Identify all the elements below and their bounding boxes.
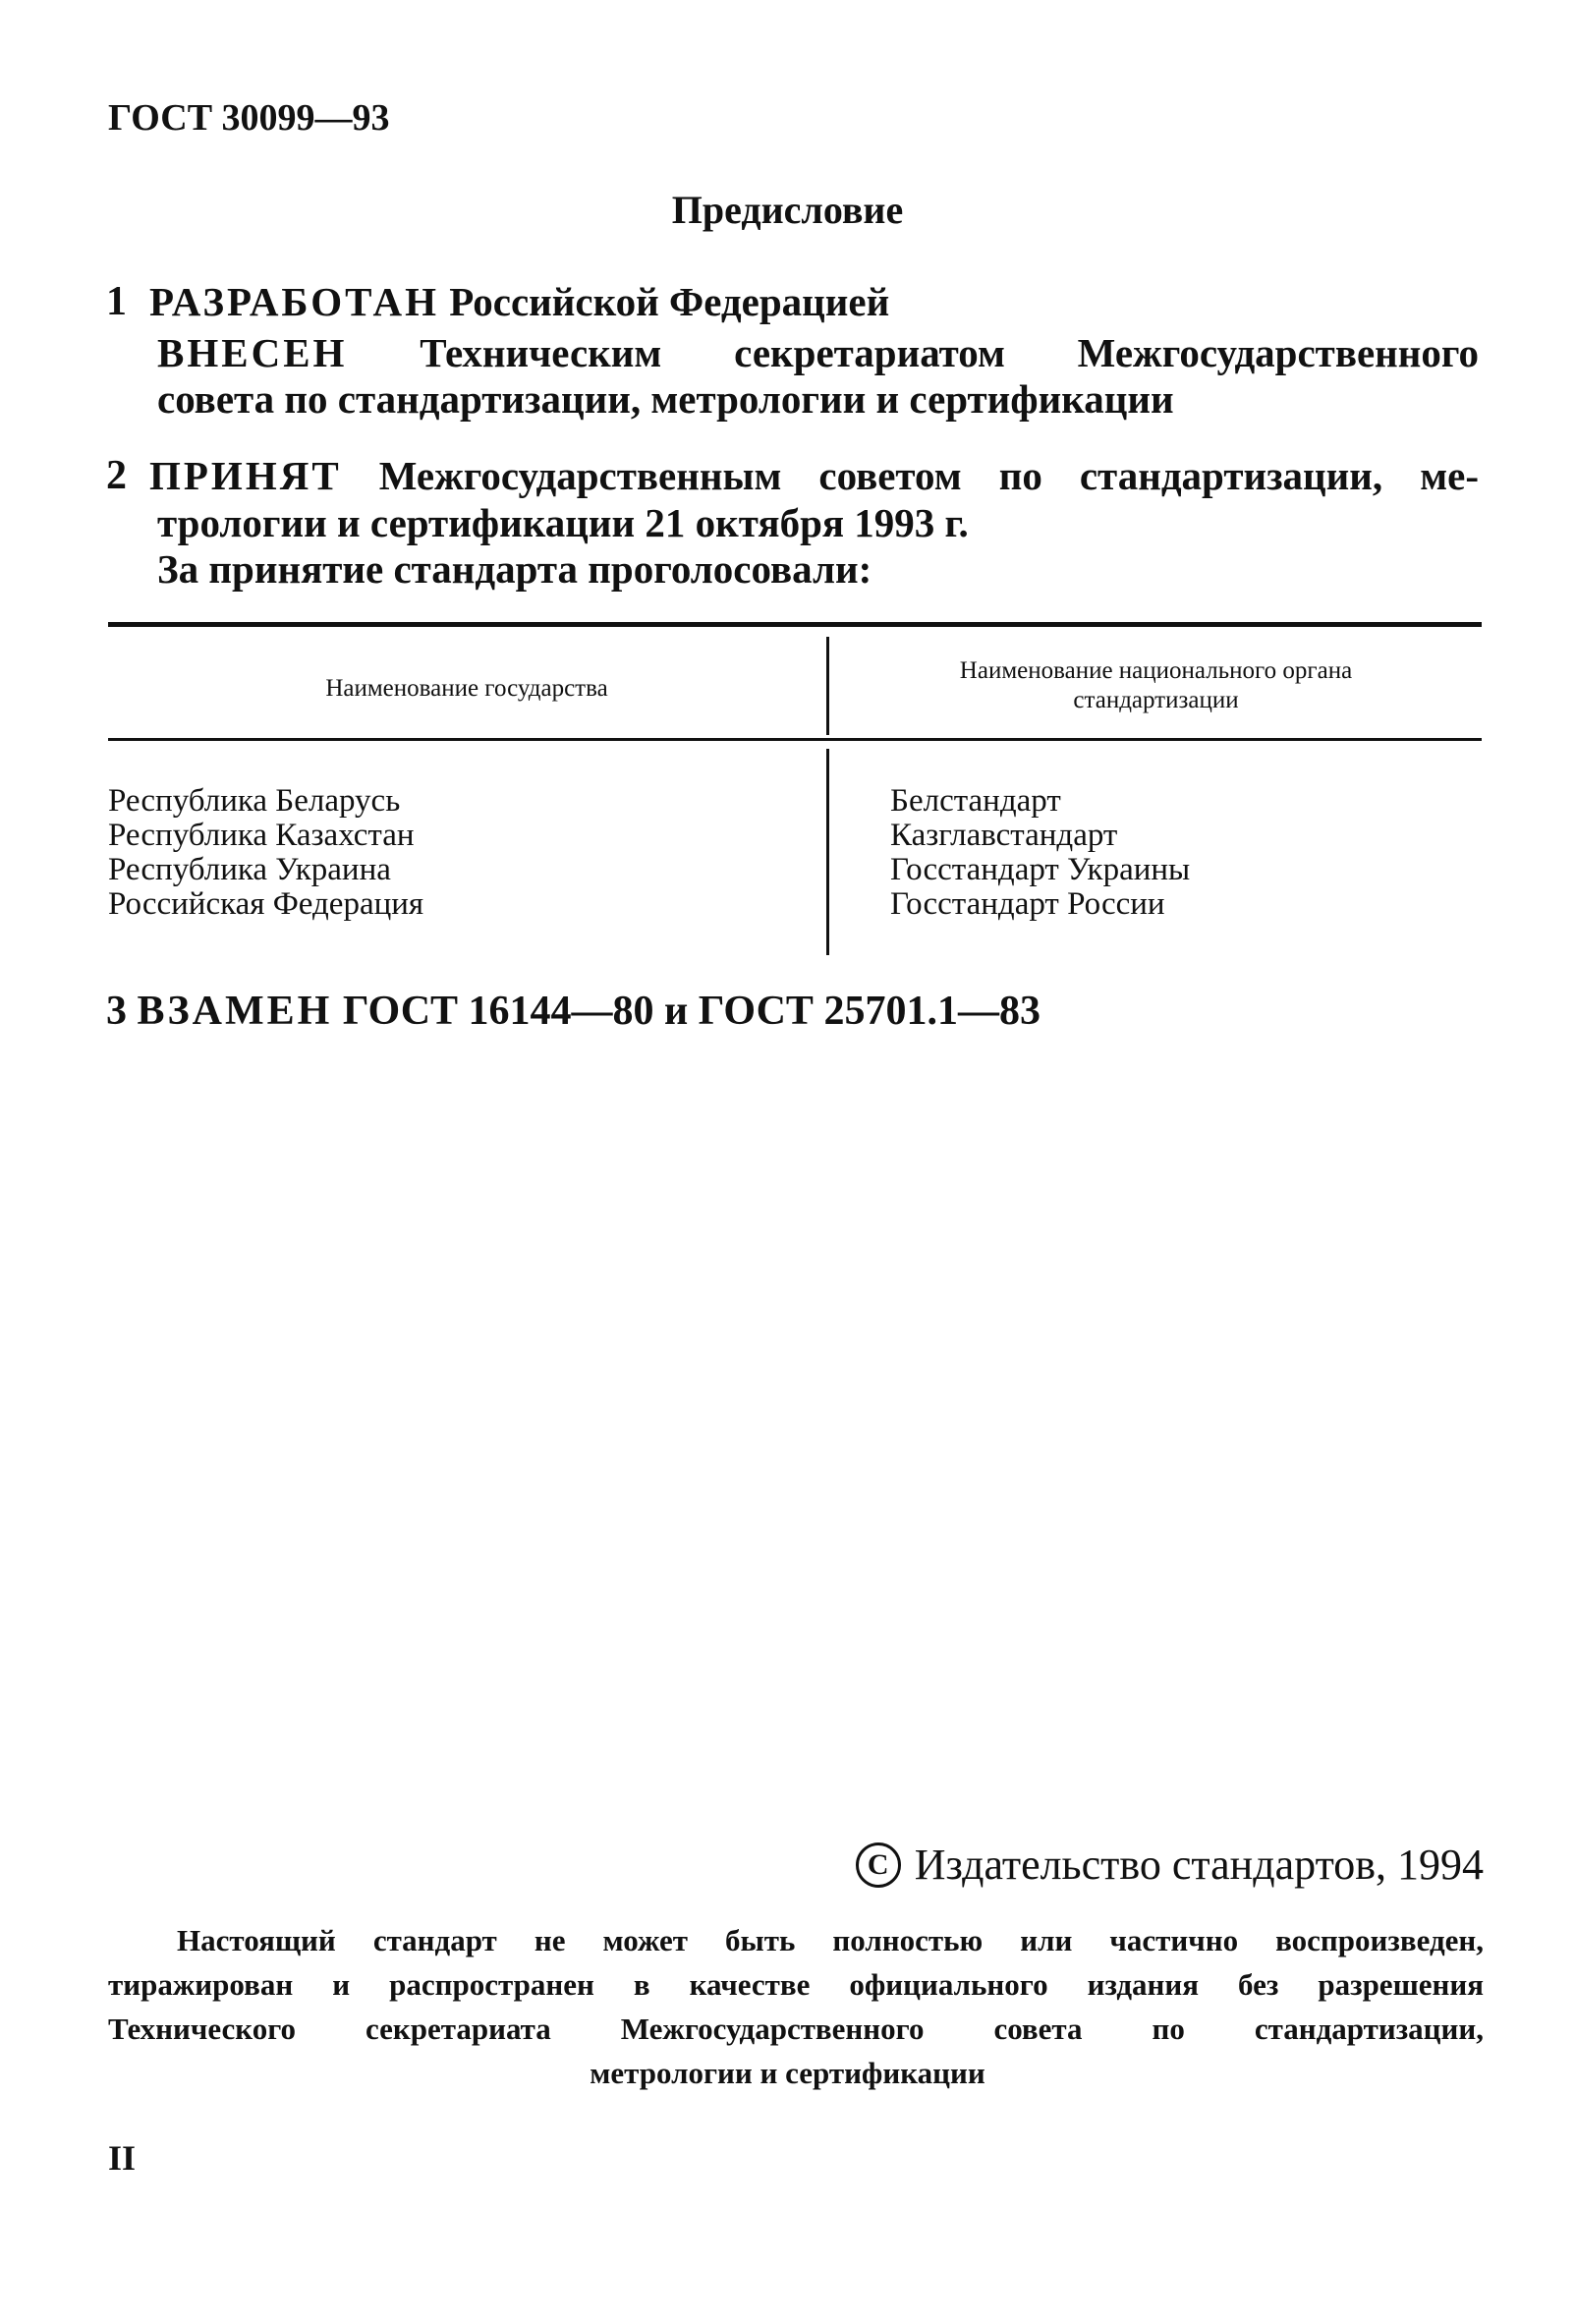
table-header-divider	[826, 637, 829, 735]
table-cell-state: Российская Федерация	[108, 886, 424, 922]
table-cell-organ: Госстандарт России	[890, 886, 1165, 922]
table-header-state: Наименование государства	[325, 675, 608, 702]
table-cell-organ: Госстандарт Украины	[890, 852, 1191, 887]
submitted-text-line-1: Техническим секретариатом Межгосударственного	[420, 330, 1480, 375]
table-header-organ	[830, 656, 1482, 715]
section-2-number: 2	[106, 453, 127, 498]
table-cell-state: Республика Казахстан	[108, 818, 415, 853]
table-header-rule	[108, 738, 1482, 741]
section-2-adopted-line-2: трологии и сертификации 21 октября 1993 г.	[157, 500, 969, 545]
developed-text: Российской Федерацией	[449, 279, 890, 324]
section-2-adopted-line-1	[149, 452, 1479, 499]
table-cell-organ: Казглавстандарт	[890, 818, 1118, 853]
section-2-voted: За принятие стандарта проголосовали:	[157, 546, 872, 592]
copyright-line	[0, 1840, 1484, 1892]
section-1-number: 1	[106, 279, 127, 324]
table-body-divider	[826, 749, 829, 955]
table-top-rule	[108, 622, 1482, 627]
adopted-text-line-1: Межгосударственным советом по стандартизации, ме-	[378, 453, 1479, 498]
section-1-submitted-line-1	[157, 329, 1479, 376]
section-3-number: 3	[106, 989, 127, 1034]
developed-label: РАЗРАБОТАН	[149, 279, 439, 324]
copyright-icon: C	[856, 1842, 901, 1888]
replaced-text: ГОСТ 16144—80 и ГОСТ 25701.1—83	[342, 989, 1041, 1034]
reproduction-notice-line-3: Технического секретариата Межгосударственного совета по стандартизации,	[108, 2012, 1484, 2046]
table-header-organ-line-2: стандартизации	[1073, 687, 1239, 713]
table-cell-organ: Белстандарт	[890, 783, 1061, 819]
copyright-text: Издательство стандартов, 1994	[914, 1841, 1484, 1889]
table-cell-state: Республика Беларусь	[108, 783, 401, 819]
table-header-organ-line-1: Наименование национального органа	[959, 657, 1353, 684]
submitted-label: ВНЕСЕН	[157, 330, 348, 375]
reproduction-notice-line-2: тиражирован и распространен в качестве официального издания без разрешения	[108, 1967, 1484, 2002]
replaced-label: ВЗАМЕН	[137, 989, 333, 1034]
table-cell-state: Республика Украина	[108, 852, 391, 887]
page-number: II	[108, 2138, 137, 2178]
foreword-title: Предисловие	[671, 188, 904, 232]
document-code: ГОСТ 30099—93	[108, 97, 390, 139]
section-3-replaced	[106, 988, 1041, 1035]
reproduction-notice-line-1: Настоящий стандарт не может быть полностью или частично воспроизведен,	[177, 1923, 1484, 1957]
section-1-submitted-line-2: совета по стандартизации, метрологии и сертификации	[157, 376, 1174, 422]
section-1-developed	[149, 278, 889, 325]
reproduction-notice-line-4: метрологии и сертификации	[590, 2056, 985, 2090]
adopted-label: ПРИНЯТ	[149, 453, 342, 498]
